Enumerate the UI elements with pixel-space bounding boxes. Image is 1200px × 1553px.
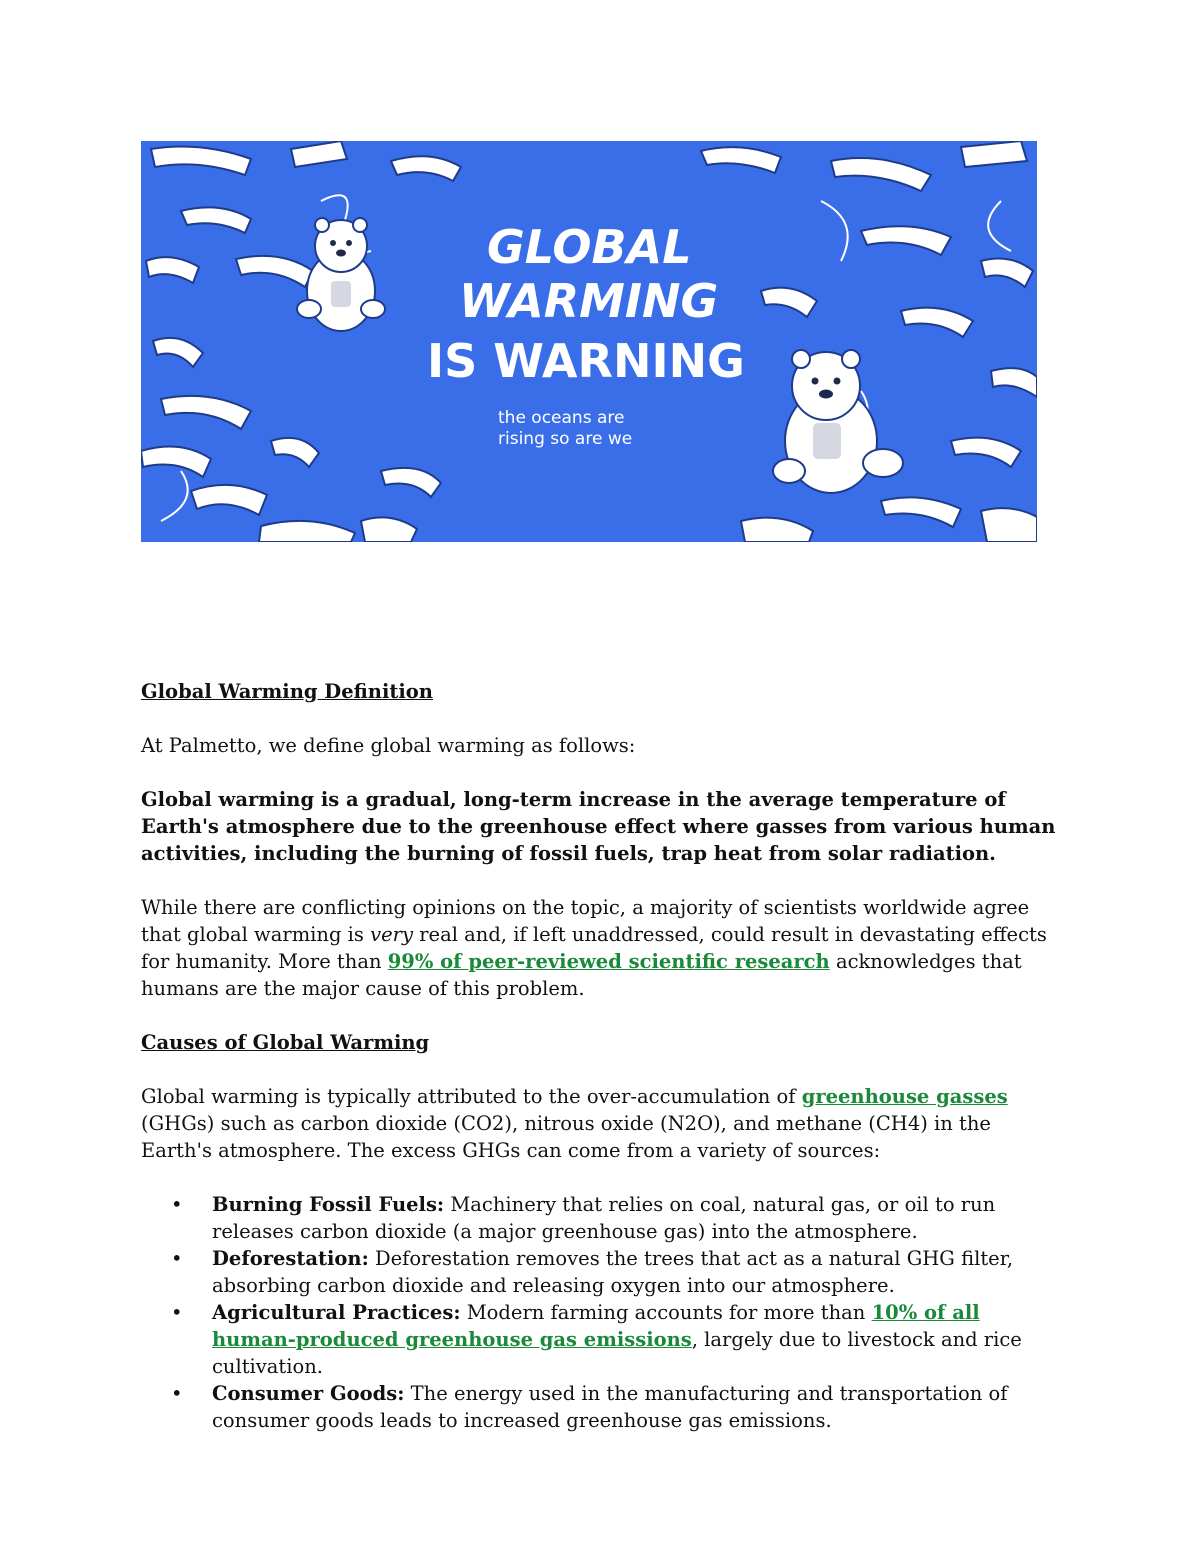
definition-heading: Global Warming Definition bbox=[141, 680, 433, 703]
bullet-icon: • bbox=[171, 1301, 183, 1324]
agriculture-emissions-link[interactable]: 10% of all human-produced greenhouse gas emissions bbox=[212, 1301, 980, 1351]
list-item: • Agricultural Practices: Modern farming accounts for more than 10% of all human-produced greenhouse gas emissions, largely due to livestock and rice cultivation. bbox=[171, 1301, 1022, 1378]
banner-title-line3: IS WARNING bbox=[427, 334, 745, 388]
article-body bbox=[141, 678, 1066, 1434]
bullet-icon: • bbox=[171, 1193, 183, 1216]
definition-statement: Global warming is a gradual, long-term increase in the average temperature of Earth's atmosphere due to the greenhouse effect where gasses from various human activities, including the burning of fossil fuels, trap heat from solar radiation. bbox=[141, 788, 1056, 865]
banner-artwork bbox=[141, 141, 1037, 542]
bullet-icon: • bbox=[171, 1247, 183, 1270]
global-warming-banner bbox=[141, 141, 1037, 542]
definition-paragraph: While there are conflicting opinions on the topic, a majority of scientists worldwide agree that global warming is very real and, if left unaddressed, could result in devastating effects for humanity. More than 99% of peer-reviewed scientific research acknowledges that humans are the major cause of this problem. bbox=[141, 896, 1047, 1000]
banner-subtitle-line2: rising so are we bbox=[498, 429, 633, 449]
bullet-icon: • bbox=[171, 1382, 183, 1405]
causes-list bbox=[141, 1191, 1066, 1434]
list-item: • Burning Fossil Fuels: Machinery that relies on coal, natural gas, or oil to run releases carbon dioxide (a major greenhouse gas) into the atmosphere. bbox=[171, 1193, 996, 1243]
banner-subtitle-line1: the oceans are bbox=[498, 408, 625, 428]
greenhouse-gasses-link[interactable]: greenhouse gasses bbox=[801, 1085, 1008, 1108]
banner-title-line2: WARMING bbox=[459, 274, 719, 328]
peer-reviewed-research-link[interactable]: 99% of peer-reviewed scientific research bbox=[387, 950, 830, 973]
definition-intro: At Palmetto, we define global warming as follows: bbox=[141, 734, 636, 757]
banner-title-line1: GLOBAL bbox=[487, 220, 692, 274]
causes-heading: Causes of Global Warming bbox=[141, 1031, 430, 1054]
emphasis-very: very bbox=[370, 923, 414, 946]
list-item: • Consumer Goods: The energy used in the manufacturing and transportation of consumer goods leads to increased greenhouse gas emissions. bbox=[171, 1382, 1008, 1432]
causes-intro: Global warming is typically attributed to the over-accumulation of greenhouse gasses (GHGs) such as carbon dioxide (CO2), nitrous oxide (N2O), and methane (CH4) in the Earth's atmosphere. The excess GHGs can come from a variety of sources: bbox=[141, 1085, 1008, 1162]
list-item: • Deforestation: Deforestation removes the trees that act as a natural GHG filter, absorbing carbon dioxide and releasing oxygen into our atmosphere. bbox=[171, 1247, 1014, 1297]
